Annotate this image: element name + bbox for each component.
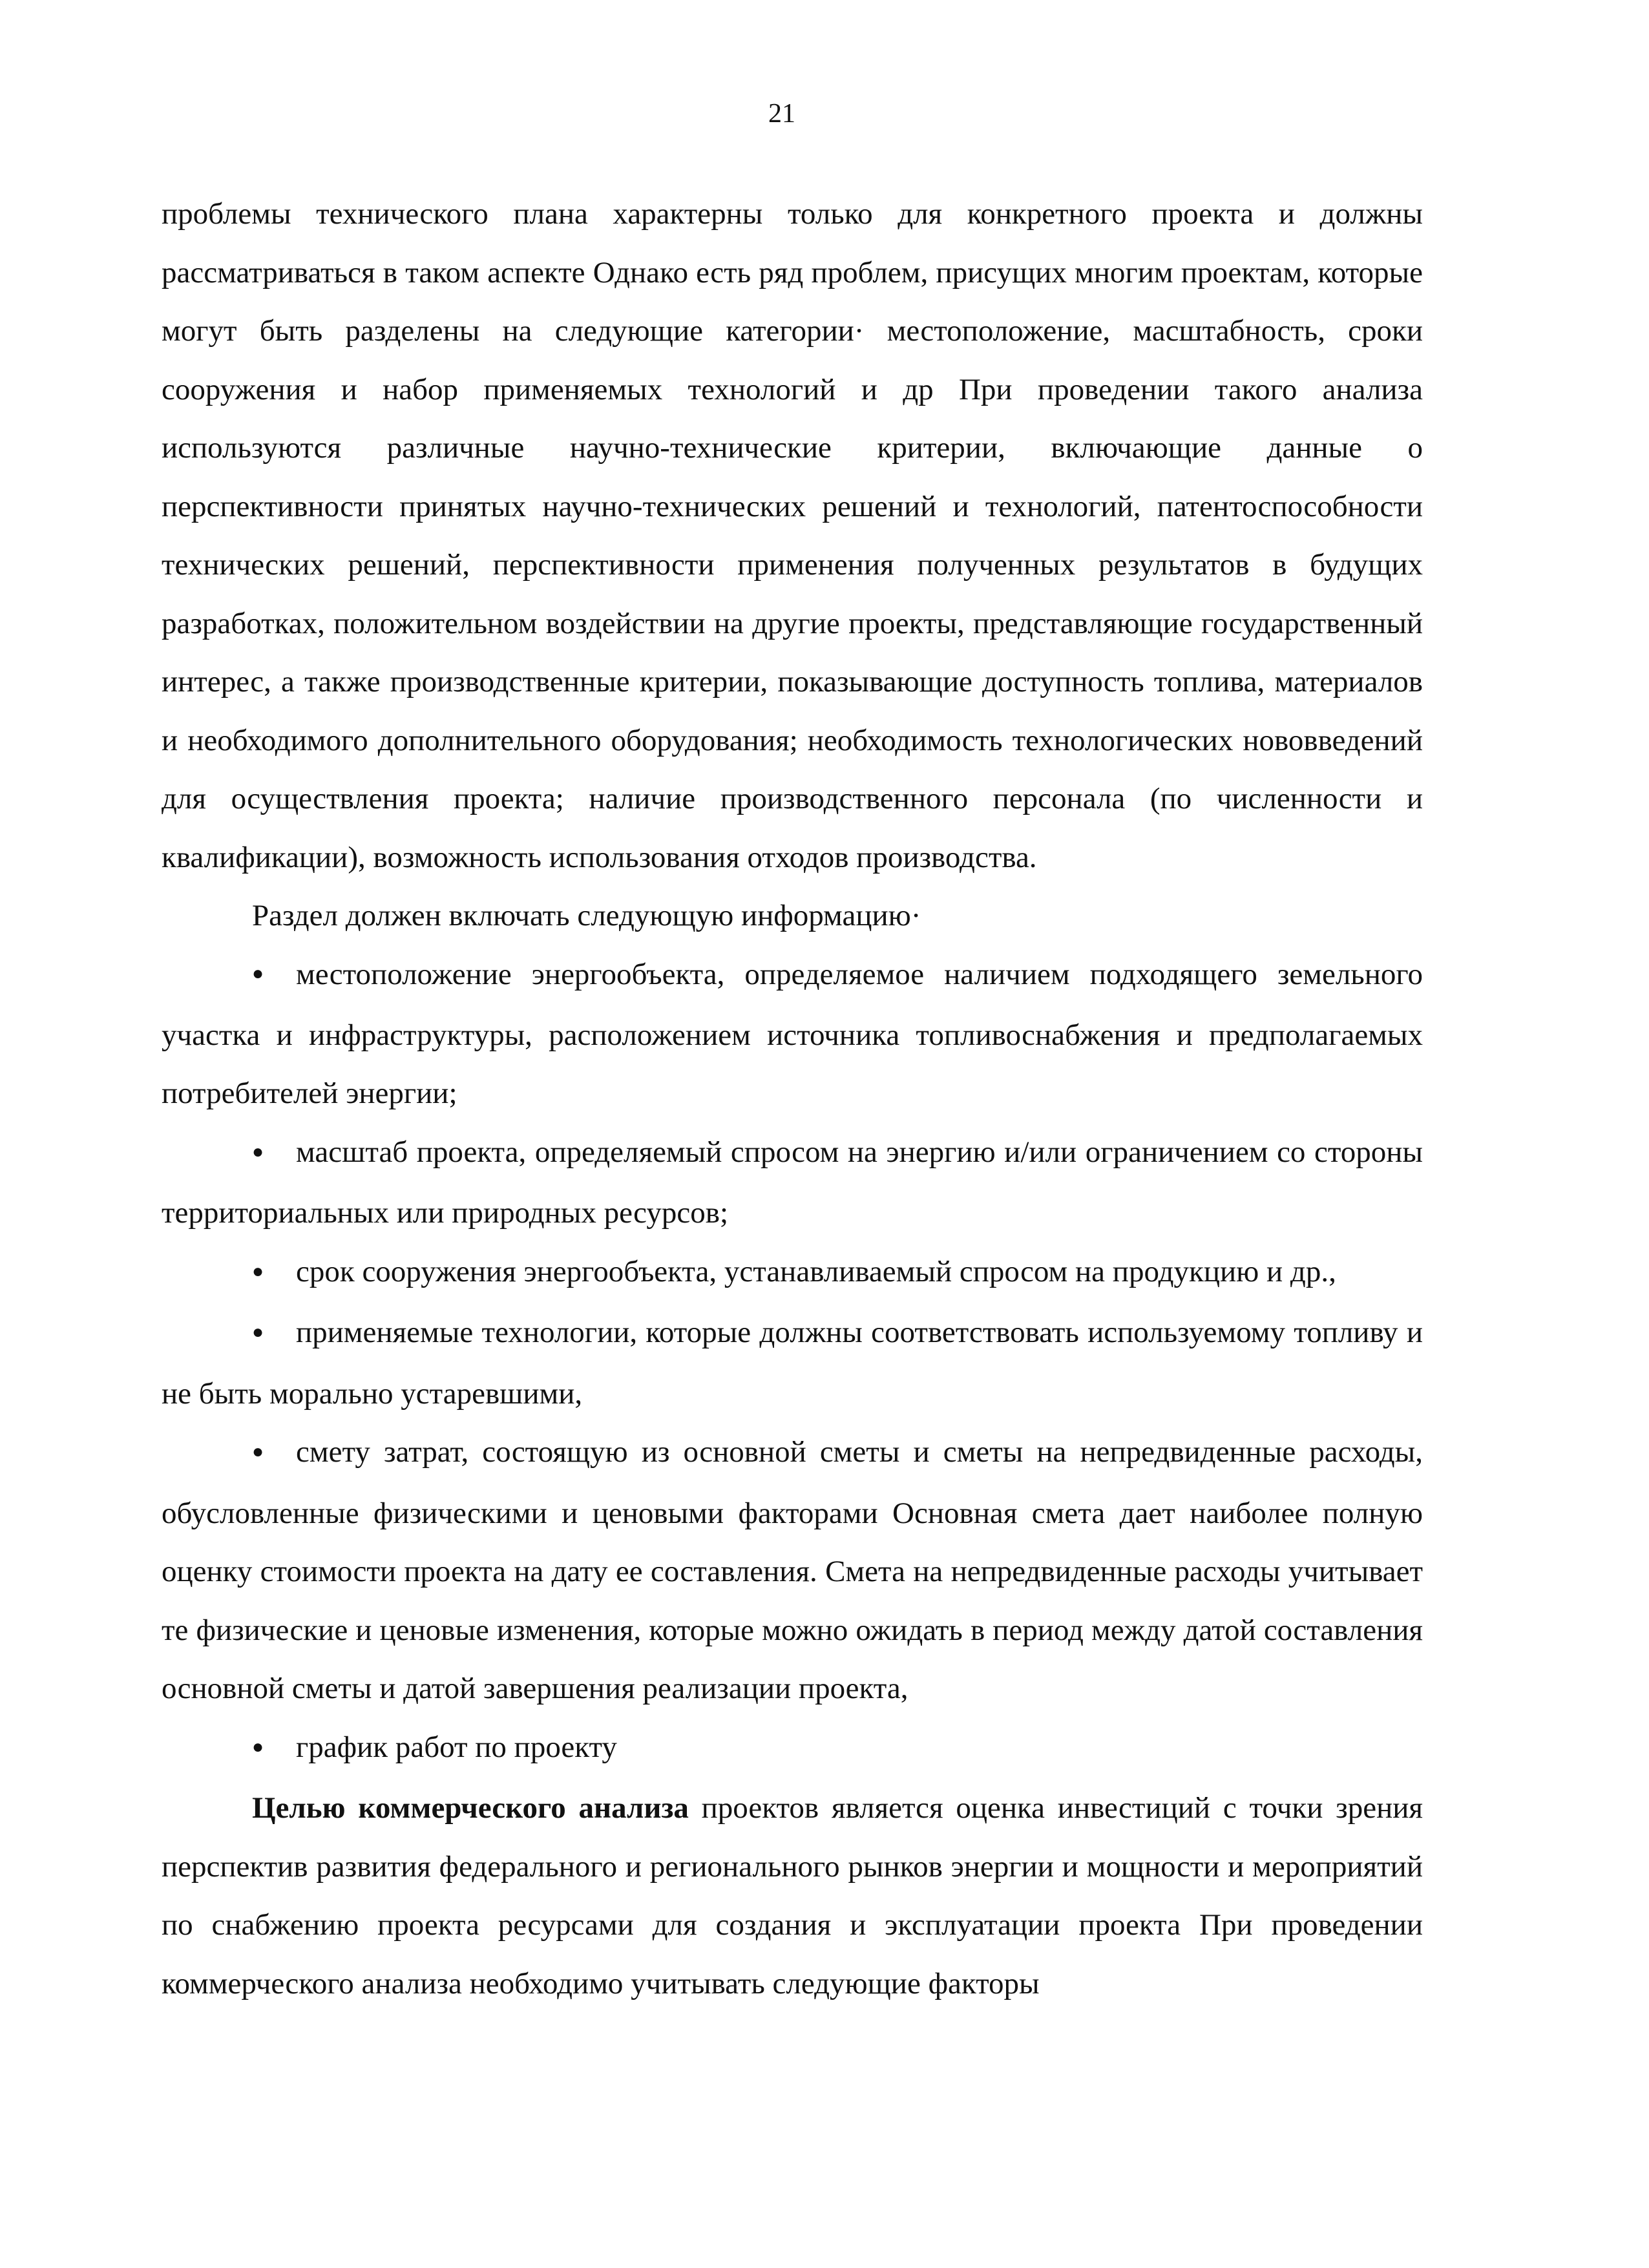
bullet-item-text: график работ по проекту: [296, 1730, 617, 1764]
paragraph-technical-problems: проблемы технического плана характерны только для конкретного проекта и должны рассматриваться в таком аспекте Однако есть ряд проблем, присущих многим проектам, которые могут быть разделены на следующие категории· местоположение, масштабность, сроки сооружения и набор применяемых технологий и др При проведении такого анализа используются различные научно-технические критерии, включающие данные о перспективности принятых научно-технических решений и технологий, патентоспособности технических решений, перспективности применения полученных результатов в будущих разработках, положительном воздействии на другие проекты, представляющие государственный интерес, а также производственные критерии, показывающие доступность топлива, материалов и необходимого дополнительного оборудования; необходимость технологических нововведений для осуществления проекта; наличие производственного персонала (по численности и квалификации), возможность использования отходов производства.: [162, 197, 1423, 874]
bullet-item-text: местоположение энергообъекта, определяемое наличием подходящего земельного участка и инфраструктуры, расположением источника топливоснабжения и предполагаемых потребителей энергии;: [162, 957, 1423, 1111]
bullet-item-technologies: [162, 1303, 1423, 1423]
bullet-item-cost-estimate: [162, 1423, 1423, 1717]
bullet-icon: ●: [252, 1736, 264, 1758]
paragraph-commercial-analysis: [162, 1779, 1423, 2013]
bullet-item-text: срок сооружения энергообъекта, устанавливаемый спросом на продукцию и др.,: [296, 1254, 1336, 1288]
page-number: 21: [768, 99, 795, 129]
bullet-item-construction-term: [162, 1243, 1423, 1303]
bullet-icon: ●: [252, 1140, 264, 1162]
bullet-icon: ●: [252, 963, 264, 985]
bullet-icon: ●: [252, 1441, 264, 1463]
document-body: [162, 185, 1423, 2013]
commercial-analysis-lead: Целью коммерческого анализа: [252, 1791, 689, 1825]
bullet-item-text: применяемые технологии, которые должны соответствовать используемому топливу и не быть морально устаревшими,: [162, 1316, 1423, 1411]
bullet-item-location: [162, 945, 1423, 1123]
bullet-item-schedule: [162, 1718, 1423, 1779]
bullet-icon: ●: [252, 1321, 264, 1343]
bullet-item-scale: [162, 1123, 1423, 1243]
commercial-analysis-text: проектов является оценка инвестиций с точки зрения перспектив развития федерального и регионального рынков энергии и мощности и мероприятий по снабжению проекта ресурсами для создания и эксплуатации проекта При проведении коммерческого анализа необходимо учитывать следующие факторы: [162, 1791, 1423, 2000]
paragraph-section-contents: Раздел должен включать следующую информацию·: [252, 899, 921, 932]
bullet-icon: ●: [252, 1260, 264, 1282]
bullet-item-text: масштаб проекта, определяемый спросом на энергию и/или ограничением со стороны территориальных или природных ресурсов;: [162, 1135, 1423, 1230]
bullet-item-text: смету затрат, состоящую из основной сметы и сметы на непредвиденные расходы, обусловленные физическими и ценовыми факторами Основная смета дает наиболее полную оценку стоимости проекта на дату ее составления. Смета на непредвиденные расходы учитывает те физические и ценовые изменения, которые можно ожидать в период между датой составления основной сметы и датой завершения реализации проекта,: [162, 1435, 1423, 1706]
